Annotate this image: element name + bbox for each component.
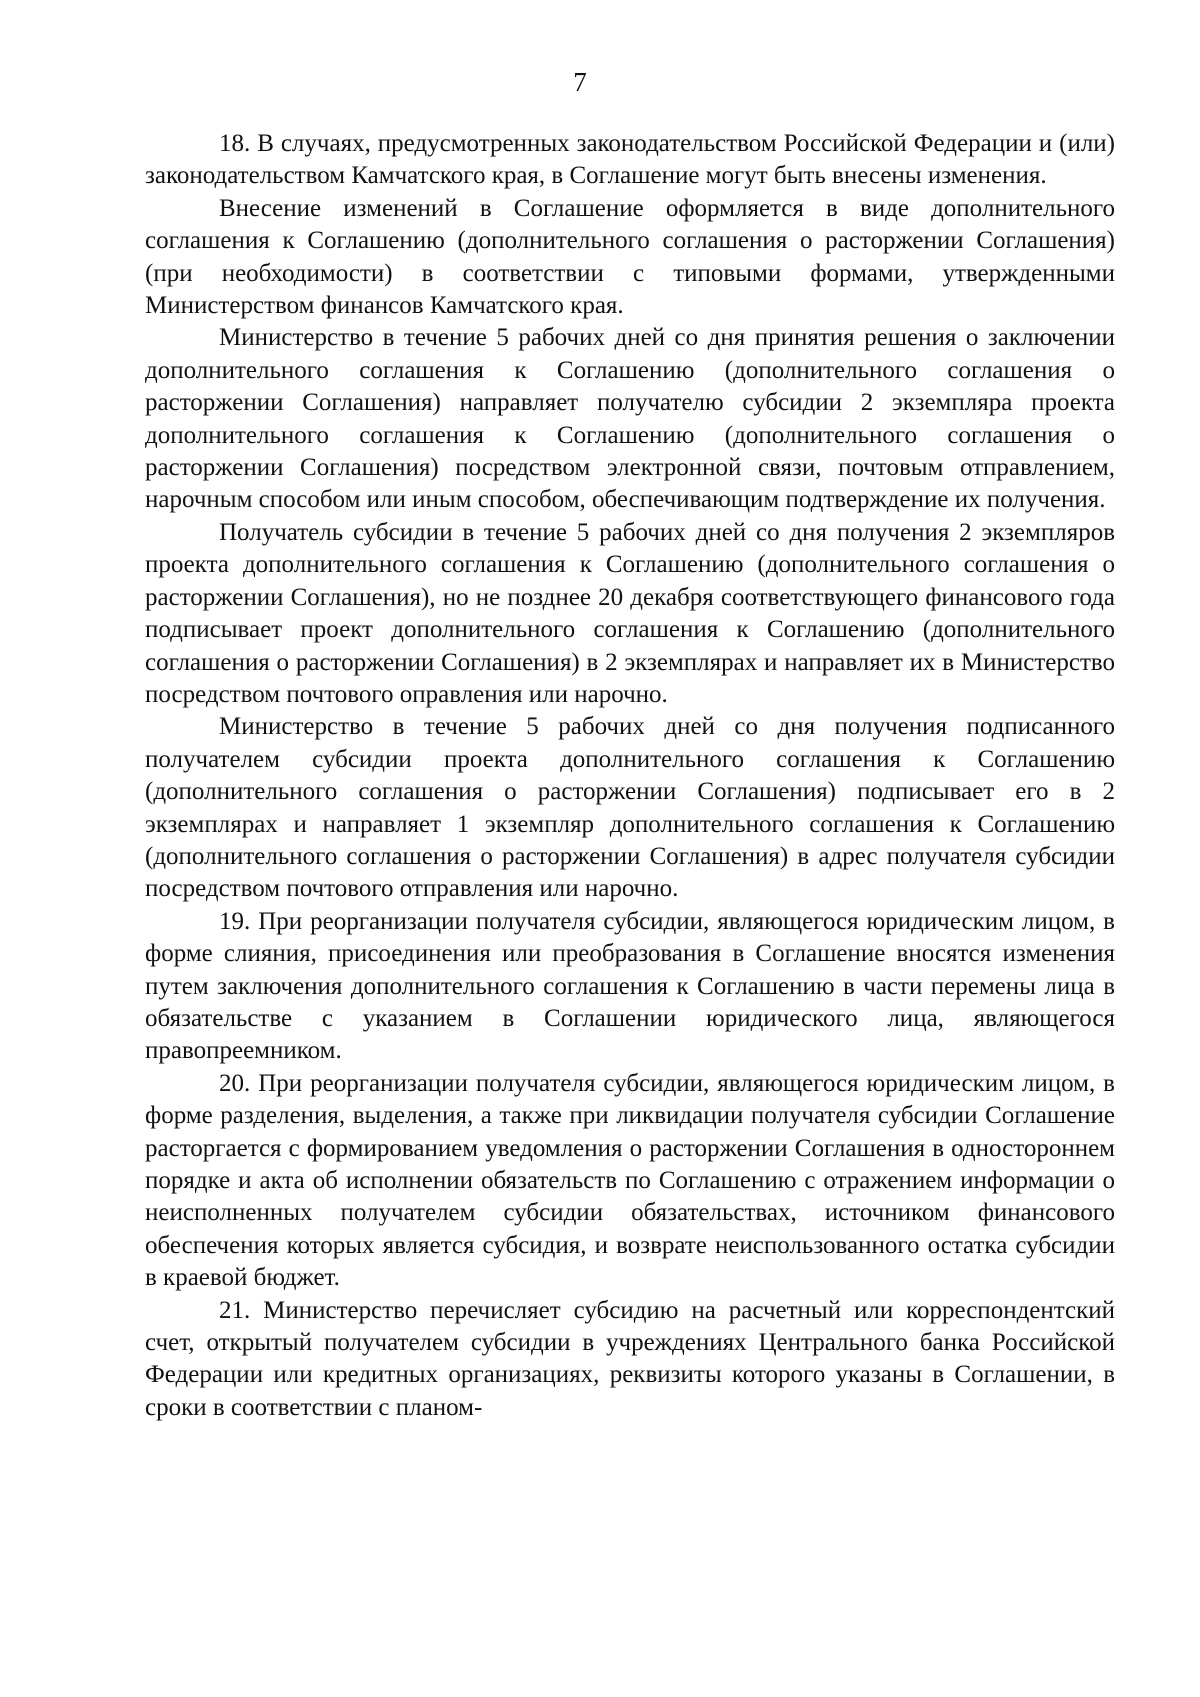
paragraph-19-reorganization-merger: 19. При реорганизации получателя субсидии, являющегося юридическим лицом, в форме слияния, присоединения или преобразования в Соглашение вносятся изменения путем заключения дополнительного соглашения к Соглашению в части перемены лица в обязательстве с указанием в Соглашении юридического лица, являющегося правопреемником. xyxy=(145,907,1115,1065)
page-number: 7 xyxy=(573,67,587,97)
paragraph-ministry-signs: Министерство в течение 5 рабочих дней со дня получения подписанного получателем субсидии проекта дополнительного соглашения к Соглашению (дополнительного соглашения о расторжении Соглашения) подписывает его в 2 экземплярах и направляет 1 экземпляр дополнительного соглашения к Соглашению (дополнительного соглашения о расторжении Соглашения) в адрес получателя субсидии посредством почтового отправления или нарочно. xyxy=(145,713,1115,903)
paragraph-20-reorganization-division: 20. При реорганизации получателя субсидии, являющегося юридическим лицом, в форме разделения, выделения, а также при ликвидации получателя субсидии Соглашение расторгается с формированием уведомления о расторжении Соглашения в одностороннем порядке и акта об исполнении обязательств по Соглашению с отражением информации о неисполненных получателем субсидии обязательствах, источником финансового обеспечения которых является субсидия, и возврате неиспользованного остатка субсидии в краевой бюджет. xyxy=(145,1069,1115,1292)
paragraph-18-amendments: 18. В случаях, предусмотренных законодательством Российской Федерации и (или) законодательством Камчатского края, в Соглашение могут быть внесены изменения. xyxy=(145,130,1115,190)
document-body xyxy=(145,128,1115,1424)
paragraph-recipient-signs: Получатель субсидии в течение 5 рабочих дней со дня получения 2 экземпляров проекта дополнительного соглашения к Соглашению (дополнительного соглашения о расторжении Соглашения), но не позднее 20 декабря соответствующего финансового года подписывает проект дополнительного соглашения к Соглашению (дополнительного соглашения о расторжении Соглашения) в 2 экземплярах и направляет их в Министерство посредством почтового оправления или нарочно. xyxy=(145,518,1115,708)
paragraph-amendment-form: Внесение изменений в Соглашение оформляется в виде дополнительного соглашения к Соглашению (дополнительного соглашения о расторжении Соглашения) (при необходимости) в соответствии с типовыми формами, утвержденными Министерством финансов Камчатского края. xyxy=(145,194,1115,320)
paragraph-21-transfer: 21. Министерство перечисляет субсидию на расчетный или корреспондентский счет, открытый получателем субсидии в учреждениях Центрального банка Российской Федерации или кредитных организациях, реквизиты которого указаны в Соглашении, в сроки в соответствии с планом- xyxy=(145,1296,1115,1421)
paragraph-ministry-sends-draft: Министерство в течение 5 рабочих дней со дня принятия решения о заключении дополнительного соглашения к Соглашению (дополнительного соглашения о расторжении Соглашения) направляет получателю субсидии 2 экземпляра проекта дополнительного соглашения к Соглашению (дополнительного соглашения о расторжении Соглашения) посредством электронной связи, почтовым отправлением, нарочным способом или иным способом, обеспечивающим подтверждение их получения. xyxy=(145,324,1115,514)
